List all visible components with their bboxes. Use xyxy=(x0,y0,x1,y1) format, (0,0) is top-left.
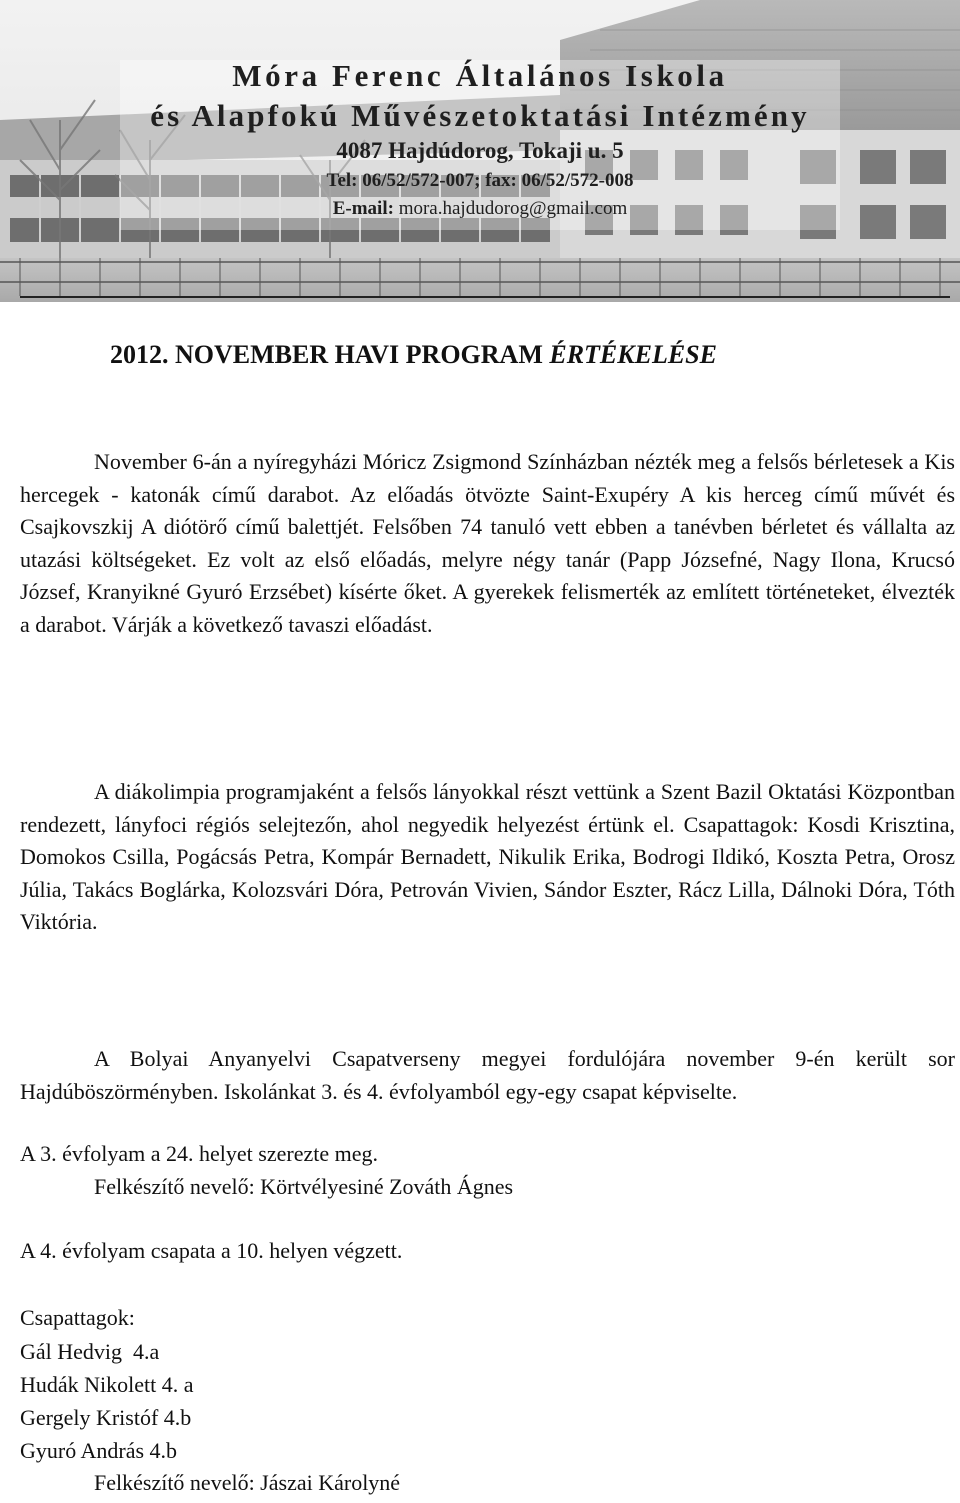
header-divider xyxy=(20,296,950,298)
grade3-result: A 3. évfolyam a 24. helyet szerezte meg. xyxy=(20,1141,378,1166)
grade4-teacher: Felkészítő nevelő: Jászai Károlyné xyxy=(94,1470,401,1495)
grade4-result: A 4. évfolyam csapata a 10. helyen végzett. xyxy=(20,1238,403,1263)
member-item: Gál Hedvig 4.a xyxy=(20,1339,160,1364)
school-name-line2: és Alapfokú Művészetoktatási Intézmény xyxy=(150,98,810,133)
title-plain: 2012. NOVEMBER HAVI PROGRAM xyxy=(110,340,550,369)
grade3-teacher: Felkészítő nevelő: Körtvélyesiné Zováth Ágnes xyxy=(94,1174,514,1199)
title-italic: ÉRTÉKELÉSE xyxy=(549,340,717,369)
school-name: Móra Ferenc Általános Iskola xyxy=(232,58,728,93)
letterhead xyxy=(0,0,960,302)
member-item: Gergely Kristóf 4.b xyxy=(20,1405,192,1430)
paragraph-theatre: November 6-án a nyíregyházi Móricz Zsigmond Színházban nézték meg a felsős bérletesek a Kis hercegek - katonák című darabot. Az előadás ötvözte Saint-Exupéry A kis herceg című művét és Csajkovszkij A diótörő című balettjét. Felsőben 74 tanuló vett ebben a tanévben bérletet és vállalta az utazási költségeket. Ez volt az első előadás, melyre négy tanár (Papp Józsefné, Nagy Ilona, Krucsó József, Kranyikné Gyuró Erzsébet) kísérte őket. A gyerekek felismerték az említett történeteket, élvezték a darabot. Várják a következő tavaszi előadást. xyxy=(20,449,955,637)
school-address: 4087 Hajdúdorog, Tokaji u. 5 xyxy=(336,138,624,163)
page-title xyxy=(110,340,717,370)
members-label: Csapattagok: xyxy=(20,1305,135,1330)
member-item: Gyuró András 4.b xyxy=(20,1438,178,1463)
member-item: Hudák Nikolett 4. a xyxy=(20,1372,194,1397)
school-email xyxy=(0,198,960,220)
paragraph-football: A diákolimpia programjaként a felsős lányokkal részt vettünk a Szent Bazil Oktatási Központban rendezett, lányfoci régiós selejtezőn, ahol negyedik helyezést értünk el. Csapattagok: Kosdi Krisztina, Domokos Csilla, Pogácsás Petra, Kompár Bernadett, Nikulik Erika, Bodrogi Ildikó, Koszta Petra, Orosz Júlia, Takács Boglárka, Kolozsvári Dóra, Petrován Vivien, Sándor Eszter, Rácz Lilla, Dálnoki Dóra, Tóth Viktória. xyxy=(20,779,955,934)
email-label: E-mail: xyxy=(332,198,399,219)
school-phone-fax: Tel: 06/52/572-007; fax: 06/52/572-008 xyxy=(326,170,634,191)
paragraph-bolyai: A Bolyai Anyanyelvi Csapatverseny megyei fordulójára november 9-én került sor Hajdúböszörményben. Iskolánkat 3. és 4. évfolyamból egy-egy csapat képviselte. xyxy=(20,1046,955,1104)
email-address[interactable]: mora.hajdudorog@gmail.com xyxy=(398,198,628,219)
